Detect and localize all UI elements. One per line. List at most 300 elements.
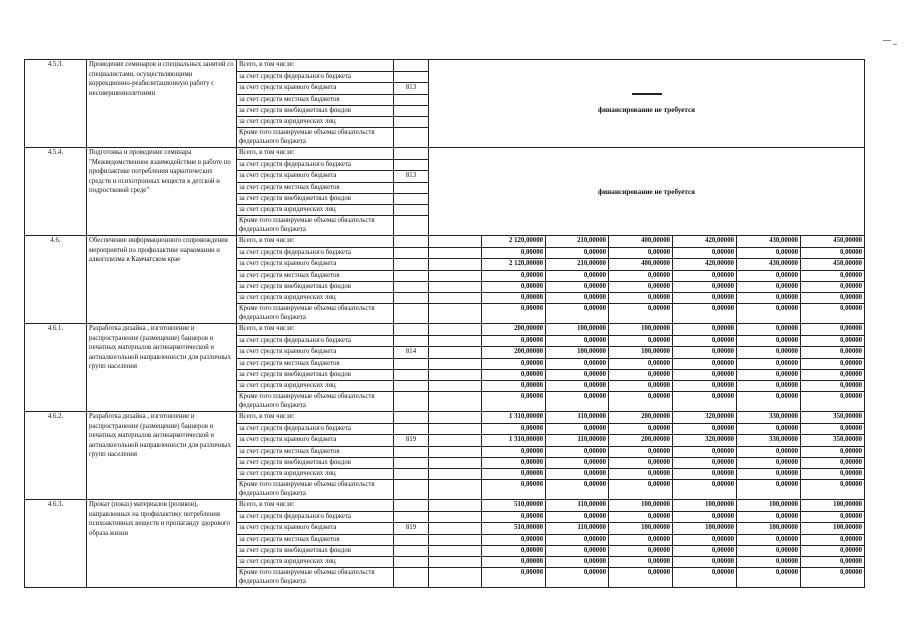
amount-cell: 510,00000: [482, 500, 546, 512]
amount-cell: 0,00000: [737, 336, 801, 347]
amount-cell: 0,00000: [801, 458, 865, 469]
item-name: Разработка дизайна , изготовление и распространение (размещение) баннеров и печатных материалов антинаркотической и антиалкогольной направленности для различных групп населения: [87, 412, 237, 500]
funding-source: за счет средств внебюджетных фондов: [237, 106, 394, 117]
funding-source: Всего, в том числе:: [237, 148, 394, 160]
amount-cell: 0,00000: [546, 248, 609, 259]
budget-code: [394, 480, 429, 500]
funding-source: Кроме того планируемые объемы обязательств федерального бюджета: [237, 568, 394, 588]
item-number: 4.6.1.: [25, 324, 87, 412]
no-funding-text: финансирование не требуется: [598, 187, 696, 196]
empty-cell: [429, 370, 482, 381]
funding-source: за счет средств федерального бюджета: [237, 336, 394, 347]
item-number: 4.6.2.: [25, 412, 87, 500]
amount-cell: 110,00000: [546, 435, 609, 447]
empty-cell: [429, 435, 482, 447]
no-funding-cell: [429, 148, 865, 236]
amount-cell: 2 120,00000: [482, 259, 546, 271]
budget-code: 819: [394, 523, 429, 535]
budget-code: [394, 557, 429, 568]
amount-cell: 0,00000: [609, 381, 673, 392]
budget-code: [394, 324, 429, 336]
empty-cell: [429, 412, 482, 424]
amount-cell: 0,00000: [609, 568, 673, 588]
empty-cell: [429, 359, 482, 370]
budget-code: [394, 183, 429, 194]
amount-cell: 0,00000: [737, 293, 801, 304]
table-row: [25, 500, 865, 512]
amount-cell: 0,00000: [482, 381, 546, 392]
amount-cell: 0,00000: [546, 392, 609, 412]
amount-cell: 100,00000: [609, 523, 673, 535]
amount-cell: 0,00000: [801, 293, 865, 304]
budget-code: [394, 248, 429, 259]
amount-cell: 0,00000: [737, 248, 801, 259]
item-number: 4.6.: [25, 236, 87, 324]
empty-cell: [429, 458, 482, 469]
funding-source: за счет средств краевого бюджета: [237, 435, 394, 447]
amount-cell: 100,00000: [737, 500, 801, 512]
amount-cell: 0,00000: [609, 271, 673, 282]
empty-cell: [429, 469, 482, 480]
amount-cell: 0,00000: [482, 392, 546, 412]
amount-cell: 0,00000: [546, 370, 609, 381]
amount-cell: 2 120,00000: [482, 236, 546, 248]
amount-cell: 0,00000: [673, 324, 737, 336]
funding-source: за счет средств внебюджетных фондов: [237, 458, 394, 469]
amount-cell: 0,00000: [609, 424, 673, 435]
budget-code: [394, 259, 429, 271]
amount-cell: 0,00000: [673, 568, 737, 588]
item-number: 4.6.3.: [25, 500, 87, 588]
budget-table: [24, 59, 865, 588]
amount-cell: 110,00000: [546, 412, 609, 424]
funding-source: за счет средств краевого бюджета: [237, 523, 394, 535]
funding-source: Кроме того планируемые объемы обязательств федерального бюджета: [237, 304, 394, 324]
budget-code: [394, 304, 429, 324]
budget-code: [394, 535, 429, 546]
no-funding-cell: [429, 60, 865, 148]
empty-cell: [429, 282, 482, 293]
amount-cell: 0,00000: [609, 512, 673, 523]
funding-source: Кроме того планируемые объемы обязательств федерального бюджета: [237, 392, 394, 412]
item-name: Разработка дизайна , изготовление и распространение (размещение) баннеров и печатных материалов антинаркотической и антиалкогольной направленности для различных групп населения: [87, 324, 237, 412]
amount-cell: 0,00000: [482, 424, 546, 435]
table-row: [25, 236, 865, 248]
amount-cell: 200,00000: [482, 347, 546, 359]
amount-cell: 0,00000: [482, 248, 546, 259]
amount-cell: 0,00000: [737, 535, 801, 546]
scan-mark: [883, 40, 891, 41]
amount-cell: 0,00000: [482, 336, 546, 347]
amount-cell: 320,00000: [673, 412, 737, 424]
amount-cell: 330,00000: [737, 412, 801, 424]
empty-cell: [429, 424, 482, 435]
amount-cell: 100,00000: [546, 324, 609, 336]
funding-source: за счет средств юридических лиц: [237, 557, 394, 568]
amount-cell: 0,00000: [673, 271, 737, 282]
amount-cell: 430,00000: [737, 259, 801, 271]
amount-cell: 0,00000: [737, 512, 801, 523]
amount-cell: 0,00000: [546, 304, 609, 324]
funding-source: Кроме того планируемые объемы обязательств федерального бюджета: [237, 128, 394, 148]
empty-cell: [429, 347, 482, 359]
empty-cell: [429, 500, 482, 512]
budget-code: [394, 512, 429, 523]
amount-cell: 0,00000: [673, 248, 737, 259]
amount-cell: 0,00000: [737, 469, 801, 480]
amount-cell: 0,00000: [737, 424, 801, 435]
amount-cell: 0,00000: [801, 248, 865, 259]
amount-cell: 0,00000: [801, 546, 865, 557]
funding-source: Всего, в том числе:: [237, 500, 394, 512]
amount-cell: 0,00000: [673, 347, 737, 359]
amount-cell: 0,00000: [609, 248, 673, 259]
amount-cell: 0,00000: [482, 480, 546, 500]
funding-source: Кроме того планируемые объемы обязательств федерального бюджета: [237, 216, 394, 236]
empty-cell: [429, 512, 482, 523]
amount-cell: 0,00000: [801, 557, 865, 568]
amount-cell: 0,00000: [801, 336, 865, 347]
amount-cell: 0,00000: [801, 392, 865, 412]
amount-cell: 0,00000: [737, 324, 801, 336]
funding-source: за счет средств местных бюджетов: [237, 447, 394, 458]
empty-cell: [429, 523, 482, 535]
budget-table-sheet: [24, 59, 863, 588]
table-row: [25, 60, 865, 72]
amount-cell: 0,00000: [546, 293, 609, 304]
budget-code: 814: [394, 347, 429, 359]
funding-source: Всего, в том числе:: [237, 412, 394, 424]
scan-mark: [893, 44, 897, 45]
amount-cell: 0,00000: [673, 336, 737, 347]
amount-cell: 0,00000: [609, 469, 673, 480]
amount-cell: 0,00000: [546, 512, 609, 523]
amount-cell: 0,00000: [482, 359, 546, 370]
funding-source: за счет средств юридических лиц: [237, 117, 394, 128]
empty-cell: [429, 324, 482, 336]
budget-code: [394, 424, 429, 435]
funding-source: за счет средств местных бюджетов: [237, 535, 394, 546]
funding-source: за счет средств федерального бюджета: [237, 512, 394, 523]
amount-cell: 100,00000: [609, 500, 673, 512]
amount-cell: 0,00000: [801, 480, 865, 500]
funding-source: за счет средств местных бюджетов: [237, 271, 394, 282]
funding-source: за счет средств федерального бюджета: [237, 424, 394, 435]
table-row: [25, 412, 865, 424]
budget-code: [394, 194, 429, 205]
amount-cell: 0,00000: [546, 359, 609, 370]
amount-cell: 0,00000: [673, 557, 737, 568]
funding-source: Всего, в том числе:: [237, 236, 394, 248]
amount-cell: 510,00000: [482, 523, 546, 535]
budget-code: [394, 128, 429, 148]
item-name: Проведение семинаров и специальных занятий со специалистами, осуществляющими коррекционно-реабилитационную работу с несовершеннолетними: [87, 60, 237, 148]
funding-source: за счет средств внебюджетных фондов: [237, 370, 394, 381]
amount-cell: 350,00000: [801, 412, 865, 424]
empty-cell: [429, 248, 482, 259]
amount-cell: 0,00000: [546, 557, 609, 568]
amount-cell: 0,00000: [737, 370, 801, 381]
budget-code: [394, 336, 429, 347]
amount-cell: 0,00000: [546, 336, 609, 347]
amount-cell: 0,00000: [609, 557, 673, 568]
amount-cell: 0,00000: [737, 271, 801, 282]
amount-cell: 1 310,00000: [482, 435, 546, 447]
funding-source: за счет средств юридических лиц: [237, 469, 394, 480]
budget-code: [394, 458, 429, 469]
item-number: 4.5.3.: [25, 60, 87, 148]
amount-cell: 100,00000: [801, 500, 865, 512]
budget-code: [394, 447, 429, 458]
amount-cell: 0,00000: [609, 546, 673, 557]
amount-cell: 0,00000: [546, 546, 609, 557]
budget-code: [394, 60, 429, 72]
amount-cell: 0,00000: [482, 370, 546, 381]
amount-cell: 0,00000: [737, 557, 801, 568]
budget-code: 813: [394, 171, 429, 183]
item-name: Прокат (показ) материалов (роликов), направленных на профилактику потребления психоактивных веществ и пропаганду здорового образа жизни: [87, 500, 237, 588]
empty-cell: [429, 568, 482, 588]
funding-source: за счет средств местных бюджетов: [237, 359, 394, 370]
funding-source: за счет средств местных бюджетов: [237, 183, 394, 194]
amount-cell: 0,00000: [673, 392, 737, 412]
budget-code: 813: [394, 83, 429, 95]
budget-code: 819: [394, 435, 429, 447]
funding-source: за счет средств федерального бюджета: [237, 248, 394, 259]
amount-cell: 0,00000: [546, 447, 609, 458]
budget-code: [394, 412, 429, 424]
amount-cell: 0,00000: [737, 282, 801, 293]
budget-code: [394, 381, 429, 392]
amount-cell: 100,00000: [609, 347, 673, 359]
budget-code: [394, 72, 429, 83]
amount-cell: 0,00000: [801, 304, 865, 324]
amount-cell: 0,00000: [673, 469, 737, 480]
budget-code: [394, 392, 429, 412]
funding-source: Всего, в том числе:: [237, 60, 394, 72]
budget-code: [394, 271, 429, 282]
funding-source: за счет средств местных бюджетов: [237, 95, 394, 106]
amount-cell: 0,00000: [482, 469, 546, 480]
funding-source: за счет средств внебюджетных фондов: [237, 546, 394, 557]
amount-cell: 0,00000: [609, 370, 673, 381]
amount-cell: 0,00000: [482, 557, 546, 568]
amount-cell: 0,00000: [609, 392, 673, 412]
funding-source: за счет средств юридических лиц: [237, 205, 394, 216]
amount-cell: 0,00000: [801, 347, 865, 359]
amount-cell: 330,00000: [737, 435, 801, 447]
funding-source: за счет средств федерального бюджета: [237, 72, 394, 83]
amount-cell: 110,00000: [546, 523, 609, 535]
amount-cell: 0,00000: [609, 458, 673, 469]
budget-code: [394, 236, 429, 248]
amount-cell: 0,00000: [673, 359, 737, 370]
amount-cell: 0,00000: [482, 512, 546, 523]
amount-cell: 0,00000: [482, 546, 546, 557]
amount-cell: 200,00000: [609, 412, 673, 424]
amount-cell: 0,00000: [609, 447, 673, 458]
budget-code: [394, 282, 429, 293]
amount-cell: 0,00000: [546, 480, 609, 500]
empty-cell: [429, 447, 482, 458]
amount-cell: 420,00000: [673, 236, 737, 248]
amount-cell: 0,00000: [737, 347, 801, 359]
amount-cell: 420,00000: [673, 259, 737, 271]
budget-code: [394, 117, 429, 128]
table-row: [25, 148, 865, 160]
amount-cell: 0,00000: [546, 469, 609, 480]
table-row: [25, 324, 865, 336]
funding-source: за счет средств федерального бюджета: [237, 160, 394, 171]
amount-cell: 0,00000: [737, 568, 801, 588]
empty-cell: [429, 336, 482, 347]
budget-code: [394, 148, 429, 160]
amount-cell: 0,00000: [673, 381, 737, 392]
amount-cell: 100,00000: [737, 523, 801, 535]
amount-cell: 0,00000: [737, 304, 801, 324]
amount-cell: 400,00000: [609, 259, 673, 271]
amount-cell: 0,00000: [673, 370, 737, 381]
amount-cell: 450,00000: [801, 259, 865, 271]
amount-cell: 0,00000: [546, 271, 609, 282]
amount-cell: 0,00000: [609, 480, 673, 500]
amount-cell: 0,00000: [801, 381, 865, 392]
item-name: Подготовка и проведение семинара "Межведомственное взаимодействие в работе по профилактике потребления наркотических средств и психотропных веществ в детской и подростковой среде": [87, 148, 237, 236]
budget-code: [394, 546, 429, 557]
amount-cell: 100,00000: [546, 347, 609, 359]
amount-cell: 100,00000: [801, 523, 865, 535]
amount-cell: 0,00000: [546, 282, 609, 293]
amount-cell: 0,00000: [801, 568, 865, 588]
amount-cell: 0,00000: [673, 458, 737, 469]
budget-code: [394, 359, 429, 370]
amount-cell: 200,00000: [609, 435, 673, 447]
amount-cell: 0,00000: [609, 304, 673, 324]
amount-cell: 0,00000: [673, 447, 737, 458]
amount-cell: 0,00000: [673, 282, 737, 293]
empty-cell: [429, 557, 482, 568]
amount-cell: 0,00000: [673, 535, 737, 546]
amount-cell: 0,00000: [801, 512, 865, 523]
amount-cell: 0,00000: [546, 424, 609, 435]
budget-code: [394, 469, 429, 480]
amount-cell: 0,00000: [737, 458, 801, 469]
empty-cell: [429, 259, 482, 271]
amount-cell: 0,00000: [673, 480, 737, 500]
budget-code: [394, 568, 429, 588]
amount-cell: 0,00000: [801, 424, 865, 435]
amount-cell: 0,00000: [609, 359, 673, 370]
empty-cell: [429, 304, 482, 324]
amount-cell: 0,00000: [737, 381, 801, 392]
amount-cell: 0,00000: [801, 359, 865, 370]
amount-cell: 0,00000: [546, 568, 609, 588]
empty-cell: [429, 480, 482, 500]
no-funding-text: финансирование не требуется: [598, 105, 696, 114]
funding-source: Кроме того планируемые объемы обязательств федерального бюджета: [237, 480, 394, 500]
empty-cell: [429, 535, 482, 546]
amount-cell: 0,00000: [609, 535, 673, 546]
amount-cell: 400,00000: [609, 236, 673, 248]
amount-cell: 0,00000: [801, 271, 865, 282]
amount-cell: 0,00000: [546, 381, 609, 392]
amount-cell: 0,00000: [673, 304, 737, 324]
amount-cell: 210,00000: [546, 236, 609, 248]
amount-cell: 0,00000: [801, 535, 865, 546]
amount-cell: 0,00000: [482, 282, 546, 293]
funding-source: за счет средств юридических лиц: [237, 293, 394, 304]
funding-source: за счет средств краевого бюджета: [237, 83, 394, 95]
amount-cell: 1 310,00000: [482, 412, 546, 424]
amount-cell: 0,00000: [482, 304, 546, 324]
amount-cell: 430,00000: [737, 236, 801, 248]
amount-cell: 0,00000: [737, 447, 801, 458]
amount-cell: 100,00000: [609, 324, 673, 336]
empty-cell: [429, 546, 482, 557]
amount-cell: 0,00000: [546, 458, 609, 469]
amount-cell: 0,00000: [737, 546, 801, 557]
empty-cell: [429, 236, 482, 248]
funding-source: за счет средств внебюджетных фондов: [237, 282, 394, 293]
amount-cell: 0,00000: [482, 535, 546, 546]
amount-cell: 210,00000: [546, 259, 609, 271]
amount-cell: 0,00000: [482, 458, 546, 469]
amount-cell: 0,00000: [737, 359, 801, 370]
funding-source: за счет средств юридических лиц: [237, 381, 394, 392]
amount-cell: 0,00000: [546, 535, 609, 546]
amount-cell: 0,00000: [482, 447, 546, 458]
budget-code: [394, 160, 429, 171]
amount-cell: 0,00000: [482, 293, 546, 304]
budget-code: [394, 95, 429, 106]
amount-cell: 0,00000: [609, 293, 673, 304]
budget-code: [394, 500, 429, 512]
dash-mark: [632, 93, 662, 95]
amount-cell: 0,00000: [801, 282, 865, 293]
amount-cell: 100,00000: [673, 500, 737, 512]
amount-cell: 320,00000: [673, 435, 737, 447]
amount-cell: 0,00000: [801, 447, 865, 458]
amount-cell: 0,00000: [673, 512, 737, 523]
funding-source: за счет средств краевого бюджета: [237, 347, 394, 359]
empty-cell: [429, 271, 482, 282]
budget-code: [394, 106, 429, 117]
funding-source: за счет средств внебюджетных фондов: [237, 194, 394, 205]
empty-cell: [429, 392, 482, 412]
amount-cell: 450,00000: [801, 236, 865, 248]
funding-source: за счет средств краевого бюджета: [237, 171, 394, 183]
budget-code: [394, 293, 429, 304]
amount-cell: 100,00000: [673, 523, 737, 535]
amount-cell: 0,00000: [482, 271, 546, 282]
amount-cell: 350,00000: [801, 435, 865, 447]
funding-source: за счет средств краевого бюджета: [237, 259, 394, 271]
amount-cell: 0,00000: [737, 480, 801, 500]
empty-cell: [429, 293, 482, 304]
amount-cell: 0,00000: [482, 568, 546, 588]
budget-code: [394, 370, 429, 381]
amount-cell: 0,00000: [673, 424, 737, 435]
empty-cell: [429, 381, 482, 392]
amount-cell: 0,00000: [609, 336, 673, 347]
amount-cell: 110,00000: [546, 500, 609, 512]
amount-cell: 0,00000: [737, 392, 801, 412]
budget-code: [394, 205, 429, 216]
item-name: Обеспечение информационного сопровождения мероприятий по профилактике наркомании и алкоголизма в Камчатском крае: [87, 236, 237, 324]
budget-code: [394, 216, 429, 236]
funding-source: Всего, в том числе:: [237, 324, 394, 336]
amount-cell: 0,00000: [609, 282, 673, 293]
